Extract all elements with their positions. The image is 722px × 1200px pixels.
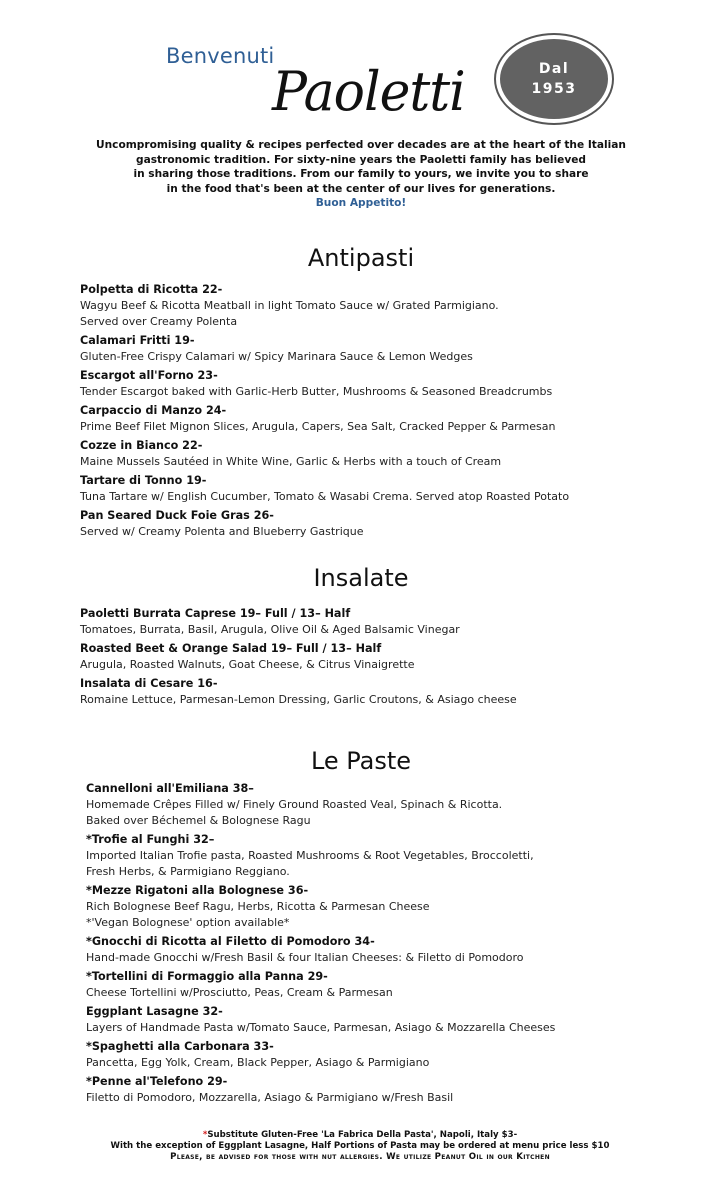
menu-item <box>80 282 680 330</box>
menu-item <box>80 508 680 540</box>
footer-notes <box>80 1130 640 1163</box>
menu-item-description: *'Vegan Bolognese' option available* <box>86 916 290 929</box>
menu-item-description: Fresh Herbs, & Parmigiano Reggiano. <box>86 865 290 878</box>
menu-item <box>86 832 686 880</box>
badge-label: Dal <box>538 61 570 77</box>
menu-item-name: Cozze in Bianco 22- <box>80 439 203 452</box>
intro-line: gastronomic tradition. For sixty-nine years the Paoletti family has believed <box>136 153 586 166</box>
menu-item-name: Paoletti Burrata Caprese 19– Full / 13– Half <box>80 607 351 620</box>
menu-item-name: *Penne al'Telefono 29- <box>86 1075 228 1088</box>
menu-item-name: Calamari Fritti 19- <box>80 334 195 347</box>
menu-item-name: *Spaghetti alla Carbonara 33- <box>86 1040 274 1053</box>
intro-line: Uncompromising quality & recipes perfected over decades are at the heart of the Italian <box>96 139 626 151</box>
menu-item-name: Eggplant Lasagne 32- <box>86 1005 223 1018</box>
gluten-free-note <box>80 1130 640 1141</box>
intro-paragraph <box>90 138 632 211</box>
menu-item-description: Baked over Béchemel & Bolognese Ragu <box>86 814 311 827</box>
insalate-list <box>80 606 680 711</box>
asterisk-marker: * <box>202 1130 208 1140</box>
menu-item-name: *Gnocchi di Ricotta al Filetto di Pomodoro 34- <box>86 935 375 948</box>
sign-off: Buon Appetito! <box>315 197 407 210</box>
menu-item-description: Tomatoes, Burrata, Basil, Arugula, Olive Oil & Aged Balsamic Vinegar <box>80 623 460 636</box>
half-portion-note: With the exception of Eggplant Lasagne, Half Portions of Pasta may be ordered at menu price less $10 <box>110 1141 610 1151</box>
menu-item-name: Pan Seared Duck Foie Gras 26- <box>80 509 274 522</box>
menu-item-description: Served over Creamy Polenta <box>80 315 238 328</box>
since-badge <box>494 33 614 125</box>
restaurant-logo: Paoletti <box>272 60 465 124</box>
menu-item <box>80 438 680 470</box>
menu-item <box>86 1074 686 1106</box>
menu-item-description: Layers of Handmade Pasta w/Tomato Sauce, Parmesan, Asiago & Mozzarella Cheeses <box>86 1021 556 1034</box>
section-title-insalate: Insalate <box>313 564 409 592</box>
allergy-note: Please, be advised for those with nut allergies. We utilize Peanut Oil in our Kitchen <box>170 1152 550 1162</box>
badge-year: 1953 <box>531 81 577 97</box>
intro-line: in sharing those traditions. From our family to yours, we invite you to share <box>133 168 589 181</box>
menu-item-description: Homemade Crêpes Filled w/ Finely Ground Roasted Veal, Spinach & Ricotta. <box>86 798 503 811</box>
menu-item-name: *Tortellini di Formaggio alla Panna 29- <box>86 970 328 983</box>
gluten-free-text: Substitute Gluten-Free 'La Fabrica Della Pasta', Napoli, Italy $3- <box>207 1130 518 1140</box>
menu-item-description: Cheese Tortellini w/Prosciutto, Peas, Cream & Parmesan <box>86 986 393 999</box>
menu-item-description: Gluten-Free Crispy Calamari w/ Spicy Marinara Sauce & Lemon Wedges <box>80 350 473 363</box>
menu-item-name: Cannelloni all'Emiliana 38– <box>86 782 254 795</box>
menu-item <box>80 368 680 400</box>
menu-item <box>86 934 686 966</box>
menu-item-description: Served w/ Creamy Polenta and Blueberry Gastrique <box>80 525 364 538</box>
menu-item-name: Insalata di Cesare 16- <box>80 677 218 690</box>
menu-item <box>80 333 680 365</box>
menu-item-description: Filetto di Pomodoro, Mozzarella, Asiago & Parmigiano w/Fresh Basil <box>86 1091 454 1104</box>
menu-item-description: Romaine Lettuce, Parmesan-Lemon Dressing, Garlic Croutons, & Asiago cheese <box>80 693 517 706</box>
menu-item <box>86 781 686 829</box>
menu-item-description: Maine Mussels Sautéed in White Wine, Garlic & Herbs with a touch of Cream <box>80 455 502 468</box>
menu-item-name: Escargot all'Forno 23- <box>80 369 218 382</box>
paste-list <box>86 781 686 1109</box>
menu-item <box>86 1004 686 1036</box>
menu-item-name: Tartare di Tonno 19- <box>80 474 207 487</box>
section-title-antipasti: Antipasti <box>307 244 415 272</box>
menu-item-name: Roasted Beet & Orange Salad 19– Full / 13– Half <box>80 642 382 655</box>
menu-item-description: Rich Bolognese Beef Ragu, Herbs, Ricotta & Parmesan Cheese <box>86 900 430 913</box>
menu-item <box>80 473 680 505</box>
menu-item-name: *Trofie al Funghi 32– <box>86 833 215 846</box>
menu-item <box>86 1039 686 1071</box>
menu-item <box>80 641 680 673</box>
menu-item <box>80 606 680 638</box>
menu-item-description: Pancetta, Egg Yolk, Cream, Black Pepper, Asiago & Parmigiano <box>86 1056 430 1069</box>
menu-item-description: Wagyu Beef & Ricotta Meatball in light Tomato Sauce w/ Grated Parmigiano. <box>80 299 499 312</box>
menu-item-description: Tuna Tartare w/ English Cucumber, Tomato & Wasabi Crema. Served atop Roasted Potato <box>80 490 570 503</box>
welcome-heading: Benvenuti <box>166 44 275 68</box>
since-badge-inner <box>500 39 608 119</box>
menu-item-name: Polpetta di Ricotta 22- <box>80 283 223 296</box>
antipasti-list <box>80 282 680 543</box>
section-title-paste: Le Paste <box>310 747 412 775</box>
menu-item <box>80 676 680 708</box>
menu-item-description: Hand-made Gnocchi w/Fresh Basil & four Italian Cheeses: & Filetto di Pomodoro <box>86 951 524 964</box>
menu-item <box>86 969 686 1001</box>
menu-item-name: *Mezze Rigatoni alla Bolognese 36- <box>86 884 309 897</box>
intro-line: in the food that's been at the center of our lives for generations. <box>166 182 556 195</box>
menu-item <box>86 883 686 931</box>
menu-item <box>80 403 680 435</box>
menu-item-description: Imported Italian Trofie pasta, Roasted Mushrooms & Root Vegetables, Broccoletti, <box>86 849 534 862</box>
menu-item-name: Carpaccio di Manzo 24- <box>80 404 227 417</box>
menu-item-description: Tender Escargot baked with Garlic-Herb Butter, Mushrooms & Seasoned Breadcrumbs <box>80 385 553 398</box>
menu-item-description: Prime Beef Filet Mignon Slices, Arugula, Capers, Sea Salt, Cracked Pepper & Parmesan <box>80 420 556 433</box>
menu-item-description: Arugula, Roasted Walnuts, Goat Cheese, & Citrus Vinaigrette <box>80 658 415 671</box>
